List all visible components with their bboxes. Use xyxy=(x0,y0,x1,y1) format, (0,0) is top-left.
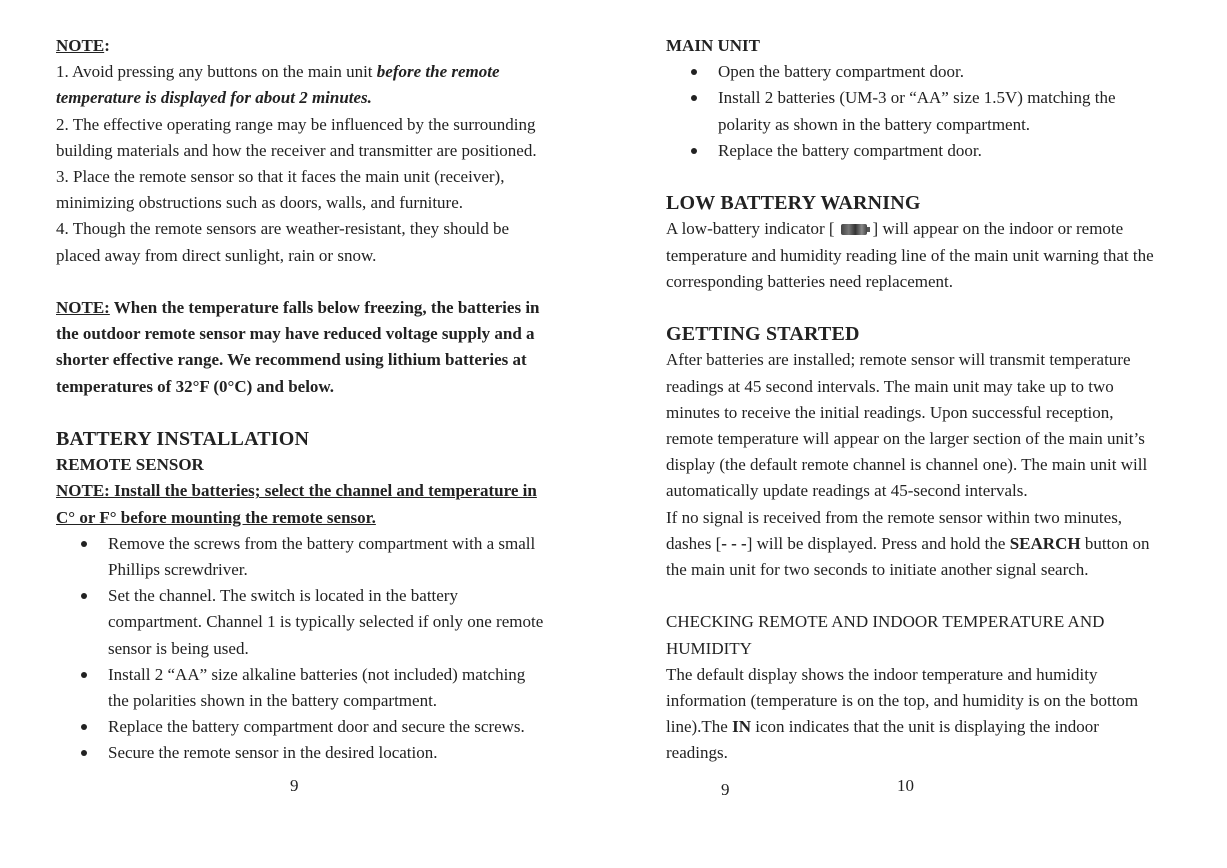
getting-started-dashes-line: dashes [- - -] will be displayed. Press and hold the SEARCH button on xyxy=(666,533,1150,553)
checking-line: The default display shows the indoor temperature and humidity xyxy=(666,664,1098,684)
note-item-2: 2. The effective operating range may be influenced by the surrounding xyxy=(56,114,536,134)
list-item: Open the battery compartment door. xyxy=(666,59,1186,85)
list-item: Install 2 “AA” size alkaline batteries (not included) matching the polarities shown in the battery compartment. xyxy=(56,662,566,714)
remote-sensor-steps xyxy=(56,531,566,767)
battery-installation-heading: BATTERY INSTALLATION xyxy=(56,428,310,451)
freezing-note-line: the outdoor remote sensor may have reduced voltage supply and a xyxy=(56,324,535,344)
install-note: NOTE: Install the batteries; select the channel and temperature in xyxy=(56,481,537,501)
note-item-4: 4. Though the remote sensors are weather-resistant, they should be xyxy=(56,219,510,239)
getting-started-line: remote temperature will appear on the larger section of the main unit’s xyxy=(666,429,1145,449)
bullet-icon xyxy=(691,95,697,101)
install-note-cont: C° or F° before mounting the remote sensor. xyxy=(56,507,376,527)
low-battery-text: A low-battery indicator [ ] will appear on the indoor or remote xyxy=(666,219,1124,239)
note-item-4-cont: placed away from direct sunlight, rain or snow. xyxy=(56,245,377,265)
list-item: Secure the remote sensor in the desired location. xyxy=(56,740,566,766)
low-battery-text-cont: corresponding batteries need replacement. xyxy=(666,271,953,291)
note-heading: NOTE: xyxy=(56,36,110,55)
bullet-icon xyxy=(81,750,87,756)
bullet-icon xyxy=(81,672,87,678)
low-battery-text-cont: temperature and humidity reading line of the main unit warning that the xyxy=(666,245,1154,265)
bullet-icon xyxy=(81,724,87,730)
page-number-right-b: 10 xyxy=(897,776,914,795)
page-number-right-a: 9 xyxy=(721,780,730,799)
list-item: Install 2 batteries (UM-3 or “AA” size 1.5V) matching the polarity as shown in the battery compartment. xyxy=(666,85,1186,137)
freezing-note-line: shorter effective range. We recommend using lithium batteries at xyxy=(56,350,527,370)
list-item: Replace the battery compartment door. xyxy=(666,138,1186,164)
checking-line: readings. xyxy=(666,743,728,763)
getting-started-line: minutes to receive the initial readings. Upon successful reception, xyxy=(666,402,1114,422)
list-item: Replace the battery compartment door and secure the screws. xyxy=(56,714,566,740)
bullet-icon xyxy=(691,148,697,154)
note-item-3: 3. Place the remote sensor so that it faces the main unit (receiver), xyxy=(56,167,505,187)
getting-started-heading: GETTING STARTED xyxy=(666,323,860,346)
low-battery-heading: LOW BATTERY WARNING xyxy=(666,192,921,215)
battery-low-icon xyxy=(841,224,867,235)
checking-heading-cont: HUMIDITY xyxy=(666,638,752,658)
note-item-1-cont: temperature is displayed for about 2 minutes. xyxy=(56,88,372,108)
bullet-icon xyxy=(81,541,87,547)
checking-heading: CHECKING REMOTE AND INDOOR TEMPERATURE AND xyxy=(666,612,1105,632)
checking-line: information (temperature is on the top, and humidity is on the bottom xyxy=(666,691,1139,711)
note-item-3-cont: minimizing obstructions such as doors, walls, and furniture. xyxy=(56,193,463,213)
freezing-note: NOTE: When the temperature falls below freezing, the batteries in xyxy=(56,298,540,318)
checking-line: line).The IN icon indicates that the unit is displaying the indoor xyxy=(666,717,1099,737)
bullet-icon xyxy=(81,593,87,599)
getting-started-line: If no signal is received from the remote sensor within two minutes, xyxy=(666,507,1123,527)
left-page-column xyxy=(56,33,566,767)
main-unit-heading: MAIN UNIT xyxy=(666,36,760,55)
bullet-icon xyxy=(691,69,697,75)
getting-started-line: display (the default remote channel is channel one). The main unit will xyxy=(666,455,1148,475)
note-item-1: 1. Avoid pressing any buttons on the main unit before the remote xyxy=(56,62,500,82)
getting-started-line: automatically update readings at 45-second intervals. xyxy=(666,481,1028,501)
right-page-column xyxy=(666,33,1186,767)
page-number-left: 9 xyxy=(290,776,299,795)
getting-started-line: After batteries are installed; remote sensor will transmit temperature xyxy=(666,350,1131,370)
main-unit-steps xyxy=(666,59,1186,164)
remote-sensor-heading: REMOTE SENSOR xyxy=(56,455,204,475)
getting-started-line: the main unit for two seconds to initiate another signal search. xyxy=(666,560,1089,580)
freezing-note-line: temperatures of 32°F (0°C) and below. xyxy=(56,376,335,396)
note-item-2-cont: building materials and how the receiver and transmitter are positioned. xyxy=(56,140,537,160)
getting-started-line: readings at 45 second intervals. The main unit may take up to two xyxy=(666,376,1114,396)
list-item: Remove the screws from the battery compartment with a small Phillips screwdriver. xyxy=(56,531,566,583)
list-item: Set the channel. The switch is located in the battery compartment. Channel 1 is typically selected if only one remote sensor is being used. xyxy=(56,583,566,662)
